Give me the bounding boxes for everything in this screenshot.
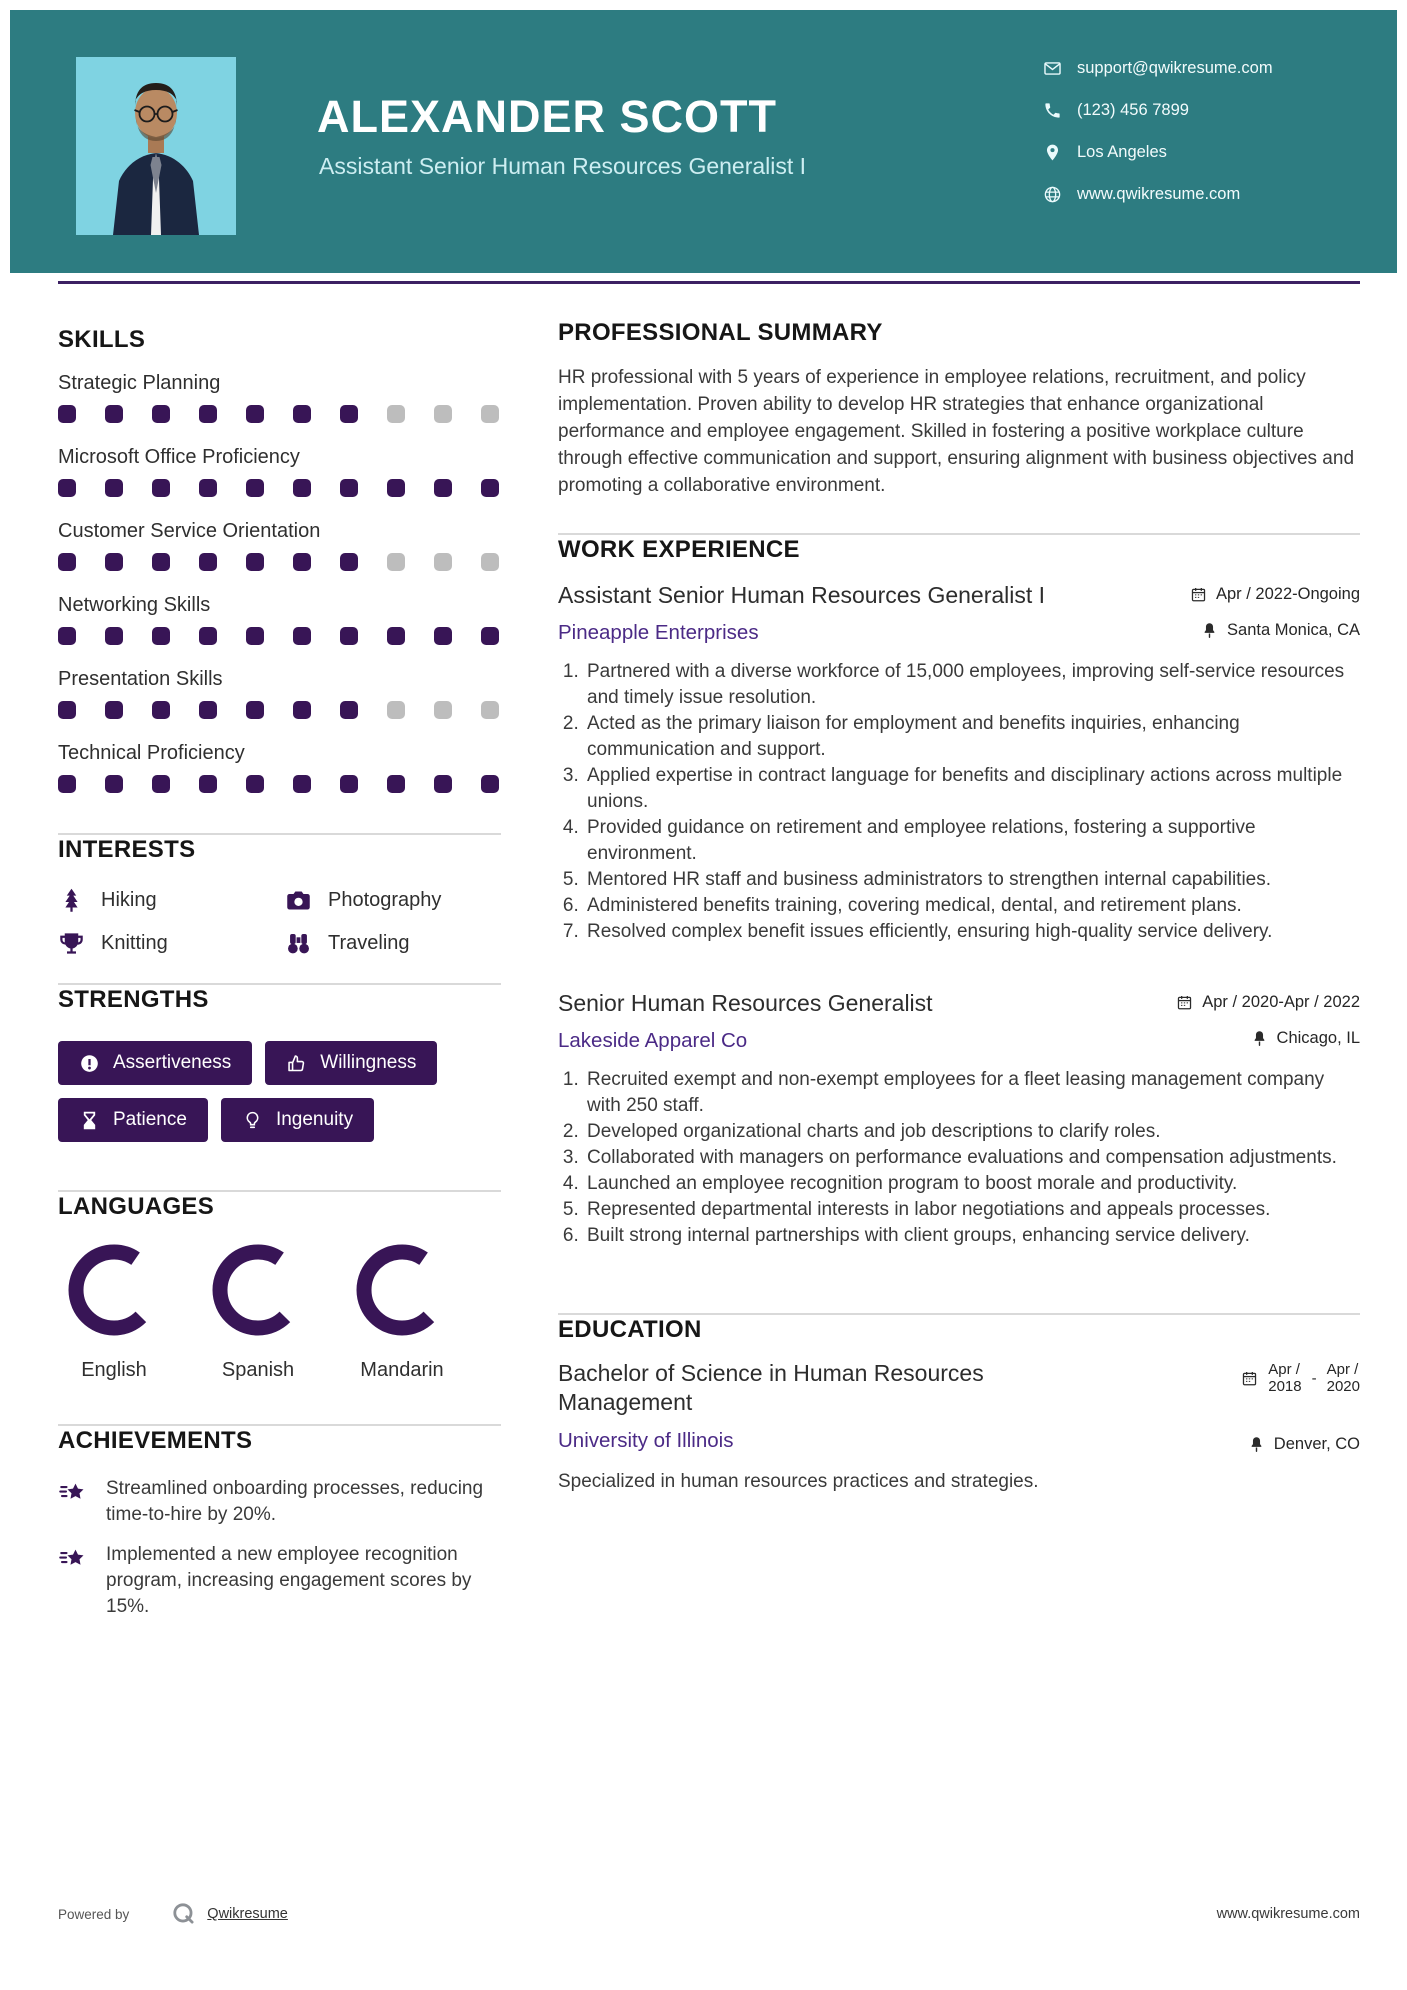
languages-heading: LANGUAGES xyxy=(58,1193,215,1220)
rating-dot-filled xyxy=(152,553,170,571)
rating-dot-filled xyxy=(105,775,123,793)
interest-item xyxy=(58,930,285,957)
education-heading: EDUCATION xyxy=(558,1316,702,1343)
education-dates xyxy=(1241,1361,1360,1395)
language-item xyxy=(68,1244,160,1382)
job-bullet: 5. Mentored HR staff and business administrators to strengthen internal capabilities. xyxy=(584,867,1360,893)
language-level-donut xyxy=(212,1244,304,1341)
header-accent-rule xyxy=(58,281,1360,284)
binoculars-icon xyxy=(285,930,312,957)
language-item xyxy=(212,1244,304,1382)
strengths-list xyxy=(58,1041,488,1142)
interest-label: Hiking xyxy=(101,889,157,911)
rating-dot-filled xyxy=(152,775,170,793)
contact-row xyxy=(1043,54,1273,82)
strength-badge xyxy=(58,1098,208,1142)
calendar-icon xyxy=(1176,994,1193,1011)
rating-dot-filled xyxy=(246,405,264,423)
rating-dot-filled xyxy=(199,627,217,645)
language-label: English xyxy=(81,1359,147,1381)
rating-dot-filled xyxy=(434,479,452,497)
job-bullet: 2. Developed organizational charts and job descriptions to clarify roles. xyxy=(584,1119,1360,1145)
rating-dot-filled xyxy=(58,479,76,497)
rating-dot-empty xyxy=(434,405,452,423)
rating-dot-filled xyxy=(293,553,311,571)
trophy-icon xyxy=(58,930,85,957)
skill-label: Customer Service Orientation xyxy=(58,520,321,542)
job-entry xyxy=(558,581,1360,945)
achievement-text: Implemented a new employee recognition program, increasing engagement scores by 15%. xyxy=(106,1544,472,1617)
rating-dot-filled xyxy=(152,479,170,497)
education-note: Specialized in human resources practices and strategies. xyxy=(558,1471,1039,1492)
skill-rating-dots xyxy=(58,627,501,645)
camera-icon xyxy=(285,887,312,914)
interests-heading: INTERESTS xyxy=(58,836,196,863)
strength-label: Ingenuity xyxy=(275,1109,354,1130)
contact-row xyxy=(1043,96,1273,124)
skill-item xyxy=(58,519,501,571)
contact-text: support@qwikresume.com xyxy=(1077,58,1273,77)
school-name: University of Illinois xyxy=(558,1429,734,1452)
rating-dot-filled xyxy=(246,479,264,497)
skill-item xyxy=(58,741,501,793)
job-dates-text: Apr / 2020-Apr / 2022 xyxy=(1202,993,1360,1011)
rating-dot-filled xyxy=(340,701,358,719)
rating-dot-filled xyxy=(481,775,499,793)
shooting-star-icon xyxy=(58,1544,88,1574)
rating-dot-filled xyxy=(58,627,76,645)
interest-label: Traveling xyxy=(328,932,410,954)
language-item xyxy=(356,1244,448,1382)
interests-list xyxy=(58,887,501,957)
language-label: Spanish xyxy=(221,1359,295,1381)
rating-dot-filled xyxy=(481,627,499,645)
rating-dot-filled xyxy=(340,479,358,497)
rating-dot-filled xyxy=(199,405,217,423)
rating-dot-filled xyxy=(58,553,76,571)
education-date-end: Apr / 2020 xyxy=(1326,1361,1360,1395)
skill-rating-dots xyxy=(58,405,501,423)
rating-dot-filled xyxy=(293,627,311,645)
rating-dot-filled xyxy=(58,701,76,719)
job-dates-text: Apr / 2022-Ongoing xyxy=(1215,585,1360,603)
profile-photo-illustration xyxy=(76,57,236,235)
strength-label: Willingness xyxy=(320,1052,417,1073)
achievements-heading: ACHIEVEMENTS xyxy=(58,1427,253,1454)
skill-label: Networking Skills xyxy=(58,594,211,616)
job-location-text: Chicago, IL xyxy=(1276,1029,1360,1047)
strength-label: Patience xyxy=(113,1109,187,1130)
job-bullet: 4. Launched an employee recognition program to boost morale and productivity. xyxy=(584,1171,1360,1197)
achievement-item xyxy=(58,1476,501,1528)
pushpin-icon xyxy=(1201,622,1218,639)
skill-label: Technical Proficiency xyxy=(58,742,245,764)
skill-rating-dots xyxy=(58,553,501,571)
education-date-separator: - xyxy=(1311,1369,1317,1387)
rating-dot-filled xyxy=(387,775,405,793)
job-company-row xyxy=(558,1029,1360,1053)
company-name: Pineapple Enterprises xyxy=(558,621,759,644)
skill-item xyxy=(58,593,501,645)
job-bullet: 3. Collaborated with managers on performance evaluations and compensation adjustments. xyxy=(584,1145,1360,1171)
rating-dot-empty xyxy=(434,553,452,571)
rating-dot-filled xyxy=(293,775,311,793)
rating-dot-filled xyxy=(199,701,217,719)
achievements-list xyxy=(58,1476,501,1620)
candidate-name: ALEXANDER SCOTT xyxy=(317,91,778,142)
language-level-donut xyxy=(68,1244,160,1341)
contact-text: (123) 456 7899 xyxy=(1077,100,1189,119)
job-location xyxy=(1251,1029,1360,1048)
skill-label: Microsoft Office Proficiency xyxy=(58,446,300,468)
rating-dot-empty xyxy=(387,701,405,719)
location-pin-icon xyxy=(1043,143,1062,162)
education-date-start: Apr / 2018 xyxy=(1268,1361,1302,1395)
rating-dot-filled xyxy=(199,553,217,571)
job-location-text: Santa Monica, CA xyxy=(1227,621,1360,639)
job-bullet: 2. Acted as the primary liaison for employment and benefits inquiries, enhancing communication and support. xyxy=(584,711,1360,763)
contact-text: Los Angeles xyxy=(1077,142,1167,161)
job-dates xyxy=(1176,993,1360,1012)
contact-row xyxy=(1043,138,1273,166)
strength-badge xyxy=(265,1041,437,1085)
rating-dot-filled xyxy=(293,701,311,719)
rating-dot-filled xyxy=(199,775,217,793)
rating-dot-filled xyxy=(105,553,123,571)
skill-label: Presentation Skills xyxy=(58,668,223,690)
contact-text: www.qwikresume.com xyxy=(1077,184,1241,203)
job-title: Senior Human Resources Generalist xyxy=(558,990,933,1016)
shooting-star-icon xyxy=(58,1478,88,1508)
hourglass-icon xyxy=(79,1110,100,1131)
profile-photo xyxy=(76,57,236,235)
lightbulb-icon xyxy=(242,1110,263,1131)
skill-item xyxy=(58,445,501,497)
job-entry xyxy=(558,989,1360,1249)
achievement-item xyxy=(58,1542,501,1620)
language-label: Mandarin xyxy=(360,1359,444,1381)
skills-heading: SKILLS xyxy=(58,326,146,353)
footer xyxy=(58,1901,1360,1927)
phone-icon xyxy=(1043,101,1062,120)
pushpin-icon xyxy=(1248,1436,1265,1453)
job-dates xyxy=(1190,585,1360,604)
job-header xyxy=(558,581,1360,609)
pushpin-icon xyxy=(1251,1030,1268,1047)
header-band xyxy=(10,10,1397,273)
rating-dot-filled xyxy=(58,405,76,423)
education-entry xyxy=(558,1359,1360,1495)
powered-by-label: Powered by xyxy=(58,1906,130,1922)
rating-dot-filled xyxy=(434,627,452,645)
strength-badge xyxy=(221,1098,374,1142)
rating-dot-empty xyxy=(387,553,405,571)
globe-icon xyxy=(1043,185,1062,204)
skill-item xyxy=(58,667,501,719)
rating-dot-filled xyxy=(58,775,76,793)
company-name: Lakeside Apparel Co xyxy=(558,1029,748,1052)
sidebar xyxy=(58,325,501,1620)
rating-dot-filled xyxy=(340,627,358,645)
interest-item xyxy=(285,930,501,957)
summary-heading: PROFESSIONAL SUMMARY xyxy=(558,319,883,346)
rating-dot-filled xyxy=(105,479,123,497)
rating-dot-filled xyxy=(152,701,170,719)
job-bullets xyxy=(558,1067,1360,1249)
rating-dot-empty xyxy=(387,405,405,423)
rating-dot-filled xyxy=(199,479,217,497)
degree-title: Bachelor of Science in Human Resources Management xyxy=(558,1360,984,1415)
interest-label: Photography xyxy=(328,889,442,911)
calendar-icon xyxy=(1241,1370,1258,1387)
exclamation-circle-icon xyxy=(79,1053,100,1074)
rating-dot-filled xyxy=(387,627,405,645)
rating-dot-filled xyxy=(481,479,499,497)
job-bullet: 6. Administered benefits training, covering medical, dental, and retirement plans. xyxy=(584,893,1360,919)
rating-dot-filled xyxy=(246,775,264,793)
job-bullet: 4. Provided guidance on retirement and employee relations, fostering a supportive environment. xyxy=(584,815,1360,867)
skills-list xyxy=(58,371,501,793)
interest-label: Knitting xyxy=(101,932,168,954)
achievement-text: Streamlined onboarding processes, reducing time-to-hire by 20%. xyxy=(106,1478,484,1525)
strength-badge xyxy=(58,1041,252,1085)
main-column xyxy=(558,318,1360,1495)
jobs-list xyxy=(558,581,1360,1249)
rating-dot-filled xyxy=(152,405,170,423)
interest-item xyxy=(58,887,285,914)
skill-rating-dots xyxy=(58,479,501,497)
rating-dot-empty xyxy=(481,553,499,571)
summary-text: HR professional with 5 years of experience in employee relations, recruitment, and policy implementation. Proven ability to develop HR strategies that enhance organizational performance and employee engagement. Skilled in fostering a positive workplace culture through effective communication and support, ensuring alignment with business objectives and promoting a collaborative environment. xyxy=(558,367,1355,496)
rating-dot-filled xyxy=(293,405,311,423)
job-bullet: 5. Represented departmental interests in labor negotiations and appeals processes. xyxy=(584,1197,1360,1223)
rating-dot-empty xyxy=(481,405,499,423)
qwikresume-link[interactable]: Qwikresume xyxy=(207,1906,288,1922)
skill-rating-dots xyxy=(58,701,501,719)
job-bullets xyxy=(558,659,1360,945)
job-bullet: 3. Applied expertise in contract language for benefits and disciplinary actions across multiple unions. xyxy=(584,763,1360,815)
rating-dot-empty xyxy=(481,701,499,719)
pine-tree-icon xyxy=(58,887,85,914)
rating-dot-filled xyxy=(434,775,452,793)
rating-dot-empty xyxy=(434,701,452,719)
rating-dot-filled xyxy=(246,627,264,645)
contact-list xyxy=(1043,54,1273,208)
qwikresume-logo-icon xyxy=(171,1901,197,1927)
contact-row xyxy=(1043,180,1273,208)
skill-item xyxy=(58,371,501,423)
rating-dot-filled xyxy=(340,553,358,571)
rating-dot-filled xyxy=(105,627,123,645)
rating-dot-filled xyxy=(293,479,311,497)
job-bullet: 7. Resolved complex benefit issues efficiently, ensuring high-quality service delivery. xyxy=(584,919,1360,945)
rating-dot-filled xyxy=(246,553,264,571)
envelope-icon xyxy=(1043,59,1062,78)
education-location: Denver, CO xyxy=(1248,1435,1360,1454)
job-company-row xyxy=(558,621,1360,645)
thumbs-up-icon xyxy=(286,1053,307,1074)
skill-rating-dots xyxy=(58,775,501,793)
rating-dot-filled xyxy=(105,405,123,423)
strength-label: Assertiveness xyxy=(113,1052,232,1073)
job-location xyxy=(1201,621,1360,640)
job-bullet: 1. Recruited exempt and non-exempt employees for a fleet leasing management company with 250 staff. xyxy=(584,1067,1360,1119)
job-bullet: 1. Partnered with a diverse workforce of 15,000 employees, improving self-service resources and timely issue resolution. xyxy=(584,659,1360,711)
rating-dot-filled xyxy=(340,405,358,423)
skill-label: Strategic Planning xyxy=(58,372,221,394)
rating-dot-filled xyxy=(246,701,264,719)
job-title: Assistant Senior Human Resources Generalist I xyxy=(558,582,1046,608)
rating-dot-filled xyxy=(387,479,405,497)
rating-dot-filled xyxy=(340,775,358,793)
job-header xyxy=(558,989,1360,1017)
experience-heading: WORK EXPERIENCE xyxy=(558,536,800,563)
interest-item xyxy=(285,887,501,914)
language-level-donut xyxy=(356,1244,448,1341)
rating-dot-filled xyxy=(152,627,170,645)
calendar-icon xyxy=(1190,586,1207,603)
footer-website: www.qwikresume.com xyxy=(1216,1906,1360,1922)
languages-list xyxy=(58,1244,501,1382)
job-bullet: 6. Built strong internal partnerships with client groups, enhancing service delivery. xyxy=(584,1223,1360,1249)
rating-dot-filled xyxy=(105,701,123,719)
candidate-title: Assistant Senior Human Resources Generalist I xyxy=(319,153,807,179)
strengths-heading: STRENGTHS xyxy=(58,986,209,1013)
